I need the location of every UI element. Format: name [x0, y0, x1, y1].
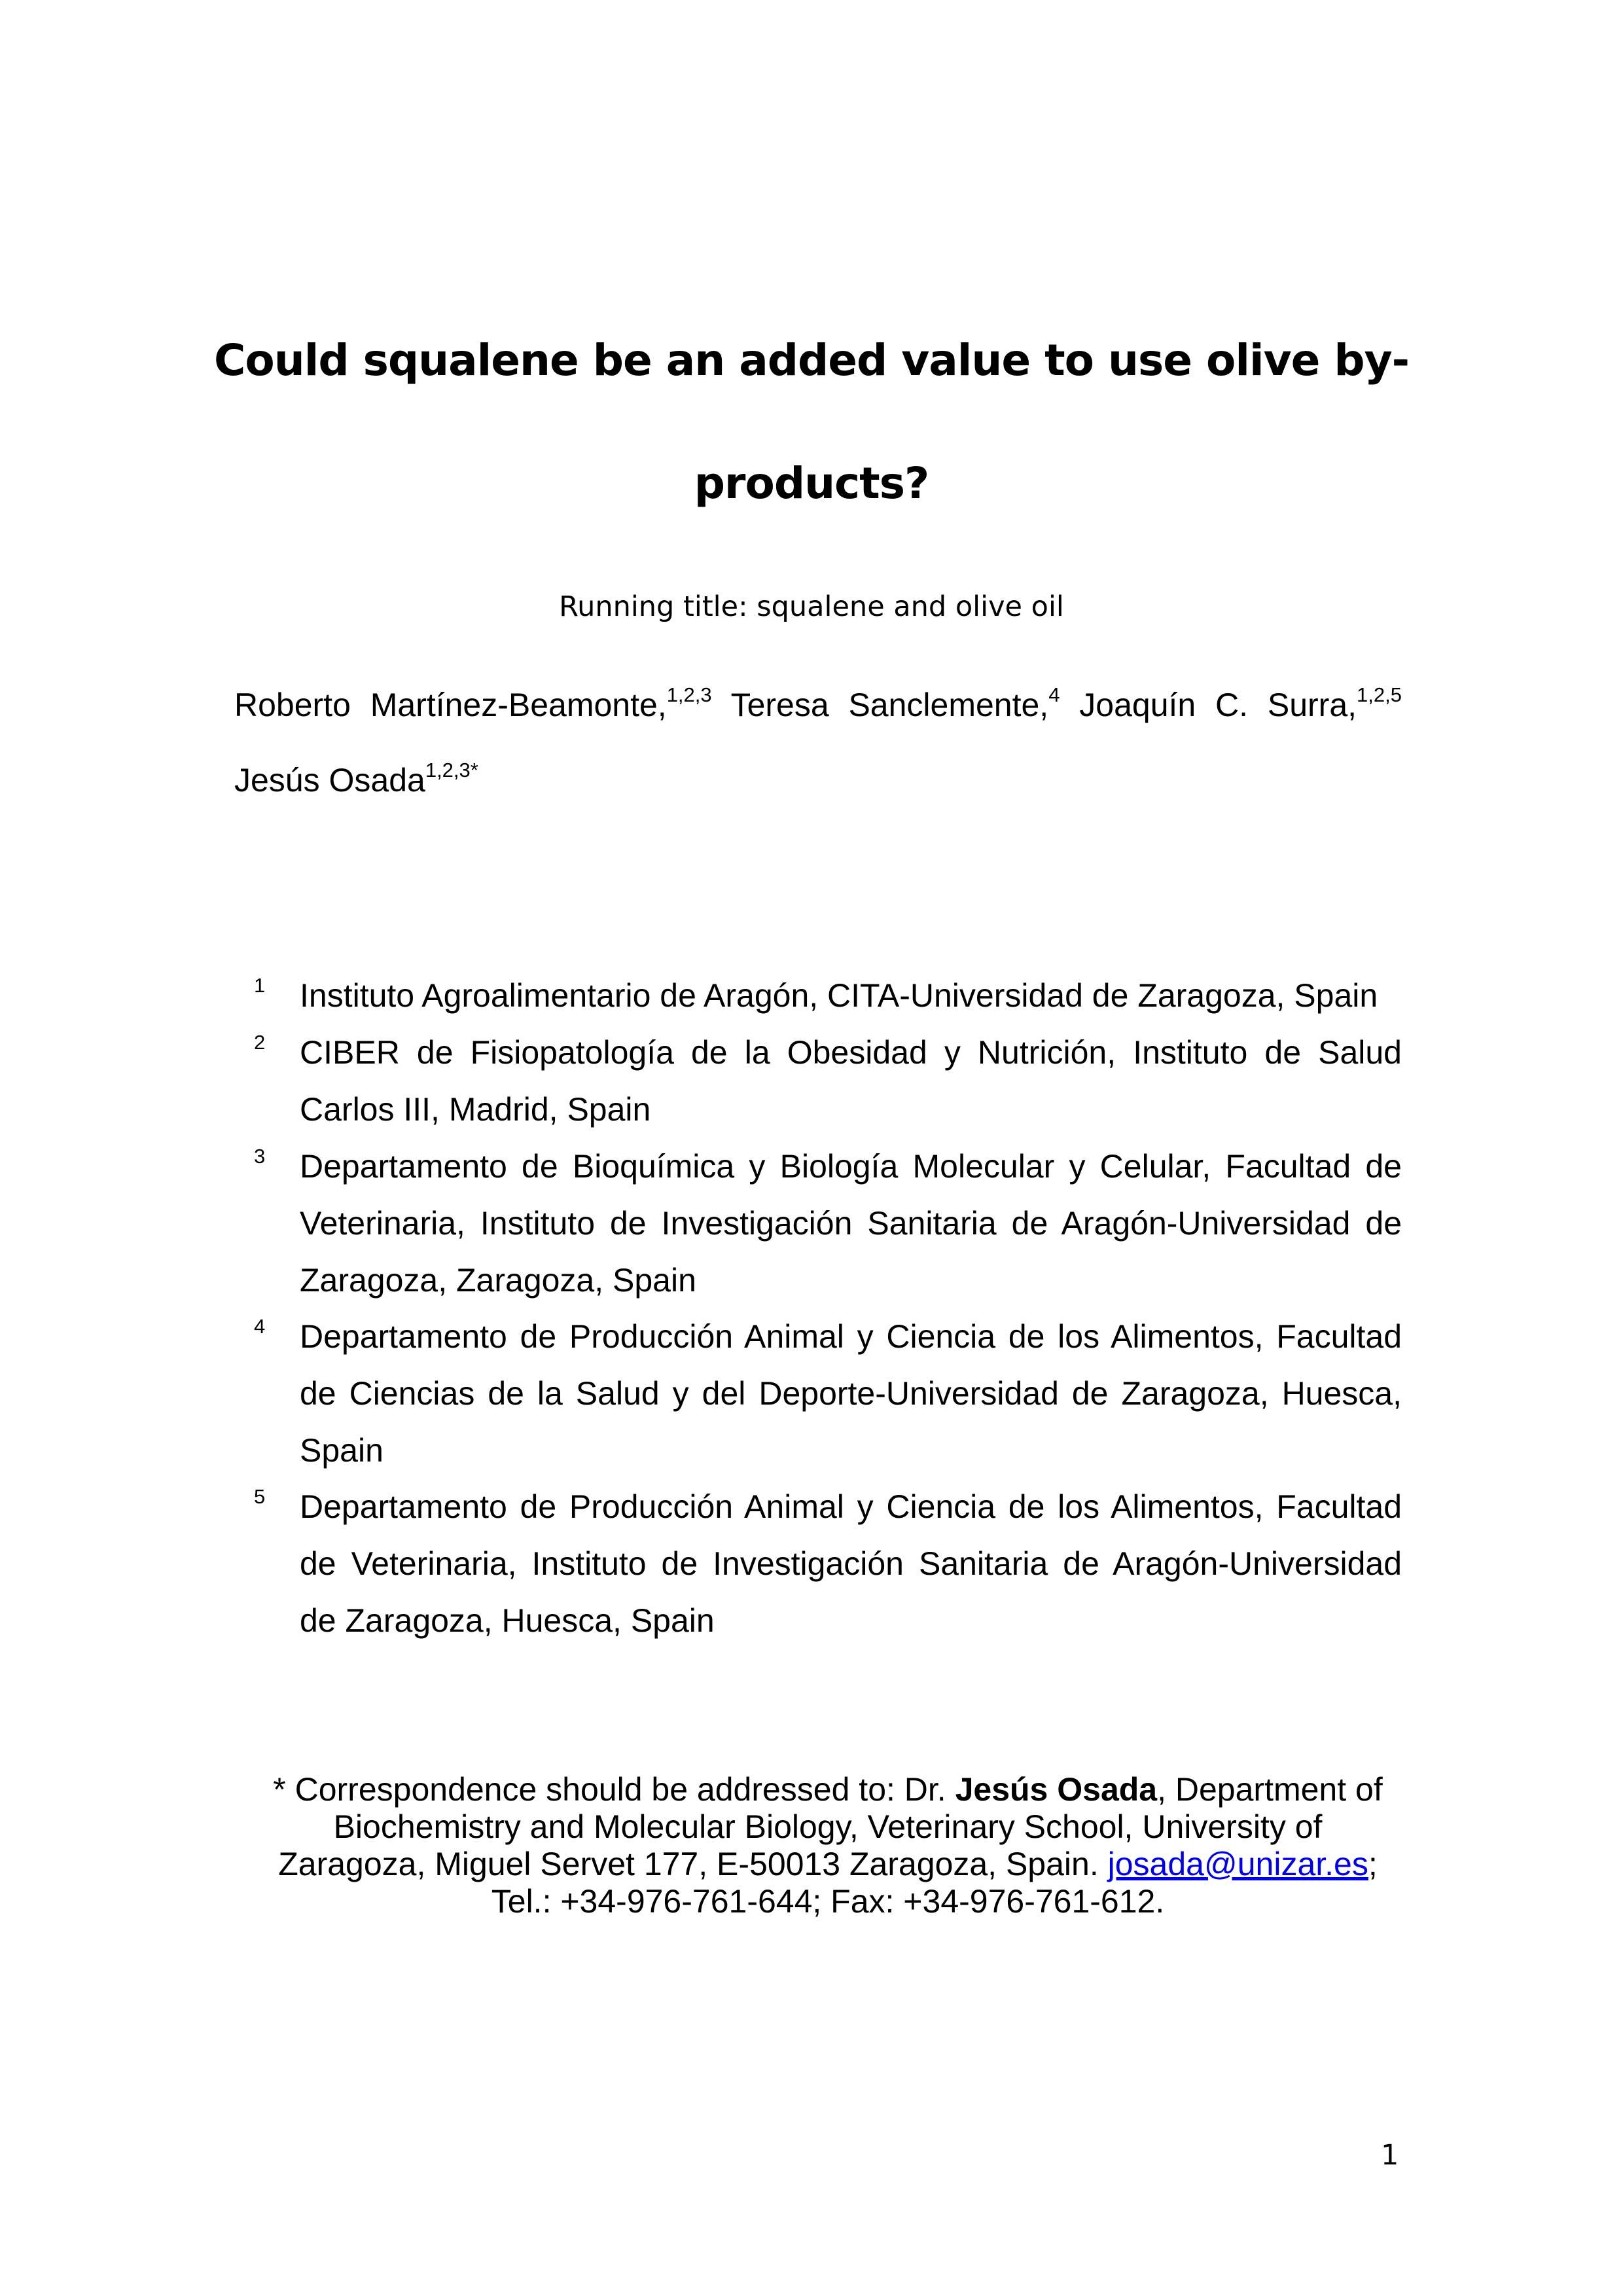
semicolon: ;: [1368, 1846, 1378, 1882]
page-number: 1: [1381, 2139, 1399, 2172]
affiliation-number: 4: [254, 1315, 266, 1338]
correspondence-contact: Tel.: +34-976-761-644; Fax: +34-976-761-612.: [491, 1883, 1165, 1920]
email-link[interactable]: josada@unizar.es: [1107, 1846, 1368, 1882]
affiliation-text: CIBER de Fisiopatología de la Obesidad y Nutrición, Instituto de Salud Carlos III, Madrid, Spain: [300, 1034, 1402, 1128]
author-name: Joaquín C. Surra,: [1079, 687, 1357, 723]
affiliation-text: Departamento de Producción Animal y Ciencia de los Alimentos, Facultad de Veterinaria, Instituto de Investigación Sanitaria de Aragón-Universidad de Zaragoza, Huesca, Spain: [300, 1488, 1402, 1639]
affiliation-1: [254, 967, 1402, 1024]
author-name: Roberto Martínez-Beamonte,: [234, 687, 667, 723]
affiliation-number: 3: [254, 1145, 266, 1168]
author-affiliation-marker: 1,2,5: [1357, 683, 1402, 706]
author-name: Jesús Osada: [234, 762, 425, 798]
correspondence-prefix: * Correspondence should be addressed to: Dr.: [273, 1771, 955, 1808]
correspondence-note: [259, 1771, 1397, 1920]
author-affiliation-marker: 4: [1048, 683, 1060, 706]
correspondence-name: Jesús Osada: [955, 1771, 1158, 1808]
running-title: Running title: squalene and olive oil: [559, 590, 1064, 623]
author-affiliation-marker: 1,2,3: [666, 683, 712, 706]
affiliation-text: Departamento de Producción Animal y Ciencia de los Alimentos, Facultad de Ciencias de la Salud y del Deporte-Universidad de Zaragoza, Huesca, Spain: [300, 1318, 1402, 1469]
affiliation-4: [254, 1308, 1402, 1479]
affiliation-number: 2: [254, 1031, 266, 1054]
author-name: Teresa Sanclemente,: [730, 687, 1049, 723]
affiliation-3: [254, 1138, 1402, 1309]
affiliation-2: [254, 1024, 1402, 1138]
affiliation-number: 1: [254, 974, 266, 997]
title-line-1: Could squalene be an added value to use olive by-: [213, 335, 1410, 386]
author-list: [234, 668, 1402, 818]
affiliation-text: Departamento de Bioquímica y Biología Molecular y Celular, Facultad de Veterinaria, Instituto de Investigación Sanitaria de Aragón-Universidad de Zaragoza, Zaragoza, Spain: [300, 1148, 1402, 1299]
affiliation-number: 5: [254, 1485, 266, 1508]
author-affiliation-marker: 1,2,3*: [425, 759, 478, 781]
affiliation-5: [254, 1479, 1402, 1649]
affiliation-text: Instituto Agroalimentario de Aragón, CITA-Universidad de Zaragoza, Spain: [300, 977, 1378, 1014]
correspondence-body: , Department of Biochemistry and Molecular Biology, Veterinary School, University of Zaragoza, Miguel Servet 177, E-50013 Zaragoza, Spain.: [278, 1771, 1383, 1882]
title-line-2: products?: [694, 458, 929, 509]
